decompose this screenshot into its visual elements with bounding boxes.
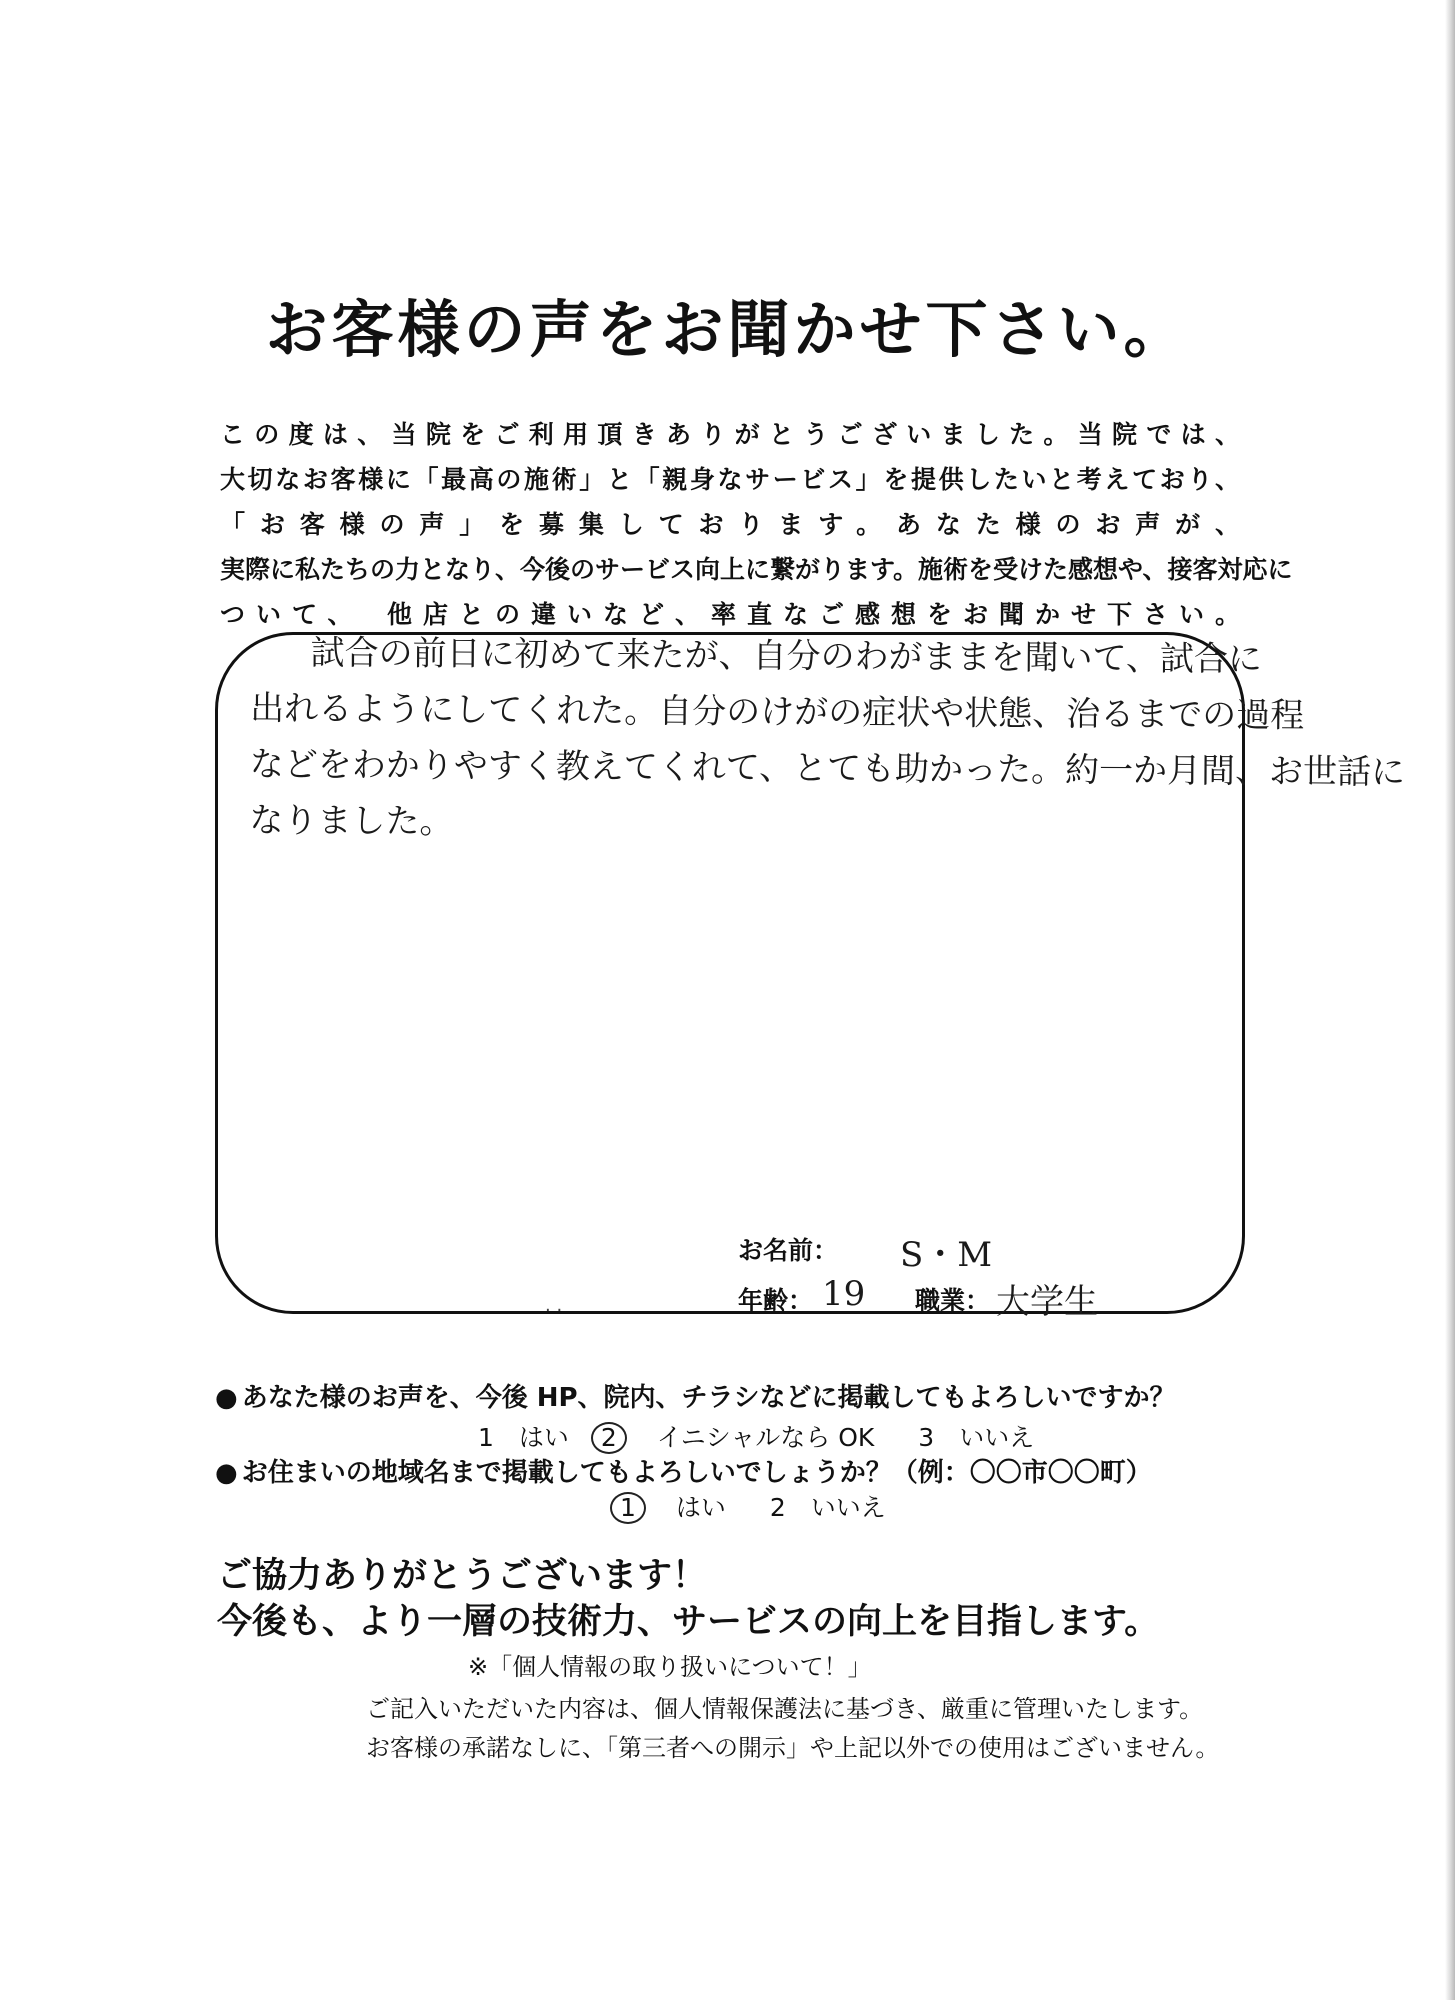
intro-line: 大切なお客様に「最高の施術」と「親身なサービス」を提供したいと考えており、: [220, 465, 1240, 494]
area-options: [610, 1488, 908, 1524]
age-value: 19: [822, 1274, 866, 1314]
privacy-title: ※「個人情報の取り扱いについて！」: [468, 1653, 872, 1681]
option-yes[interactable]: 1 はい: [478, 1423, 569, 1452]
question-text: お住まいの地域名まで掲載してもよろしいでしょうか？（例：〇〇市〇〇町）: [241, 1458, 1152, 1488]
question-publish-consent: [215, 1377, 1176, 1414]
comment-line: なりました。: [249, 800, 454, 843]
option-initials-label: イニシャルなら OK: [656, 1423, 875, 1452]
bullet: ●: [215, 1458, 238, 1488]
publish-options: [478, 1418, 1056, 1454]
intro-line: 実際に私たちの力となり、今後のサービス向上に繋がります。施術を受けた感想や、接客対応に: [220, 555, 1293, 584]
selected-option-mark[interactable]: 1: [610, 1492, 646, 1524]
name-value: S・M: [900, 1235, 993, 1275]
intro-line: 「お客様の声」を募集しております。あなた様のお声が、: [220, 510, 1240, 539]
option-yes: [610, 1493, 748, 1522]
privacy-line: ご記入いただいた内容は、個人情報保護法に基づき、厳重に管理いたします。: [366, 1695, 1204, 1723]
name-label: お名前：: [738, 1236, 839, 1265]
job-label: 職業：: [915, 1286, 991, 1315]
handwritten-comment: [249, 625, 1406, 856]
option-yes-label: はい: [675, 1493, 726, 1522]
stray-mark: · ·: [545, 1300, 563, 1321]
option-no[interactable]: 3 いいえ: [918, 1423, 1035, 1452]
job-value: 大学生: [996, 1282, 1098, 1322]
comment-line: 出れるようにしてくれた。自分のけがの症状や状態、治るまでの過程: [250, 688, 1305, 736]
comment-line: などをわかりやすく教えてくれて、とても助かった。約一か月間、お世話に: [249, 744, 1406, 793]
option-no[interactable]: 2 いいえ: [769, 1493, 886, 1522]
page-title: お客様の声をお聞かせ下さい。: [265, 293, 1190, 366]
bullet: ●: [215, 1383, 238, 1413]
intro-line: この度は、当院をご利用頂きありがとうございました。当院では、: [220, 420, 1240, 449]
question-area-consent: [215, 1452, 1152, 1489]
selected-option-mark[interactable]: 2: [591, 1422, 627, 1454]
intro-paragraph: [220, 412, 1293, 637]
intro-line: ついて、 他店との違いなど、率直なご感想をお聞かせ下さい。: [220, 600, 1240, 629]
thanks-line: ご協力ありがとうございます！: [217, 1556, 708, 1596]
privacy-line: お客様の承諾なしに、「第三者への開示」や上記以外での使用はございません。: [366, 1734, 1220, 1762]
thanks-line: 今後も、より一層の技術力、サービスの向上を目指します。: [217, 1602, 1160, 1642]
age-label: 年齢：: [738, 1286, 814, 1315]
question-text: あなた様のお声を、今後 HP、院内、チラシなどに掲載してもよろしいですか？: [241, 1383, 1176, 1413]
option-initials: [591, 1423, 896, 1452]
comment-line: 試合の前日に初めて来たが、自分のわがままを聞いて、試合に: [310, 633, 1263, 680]
